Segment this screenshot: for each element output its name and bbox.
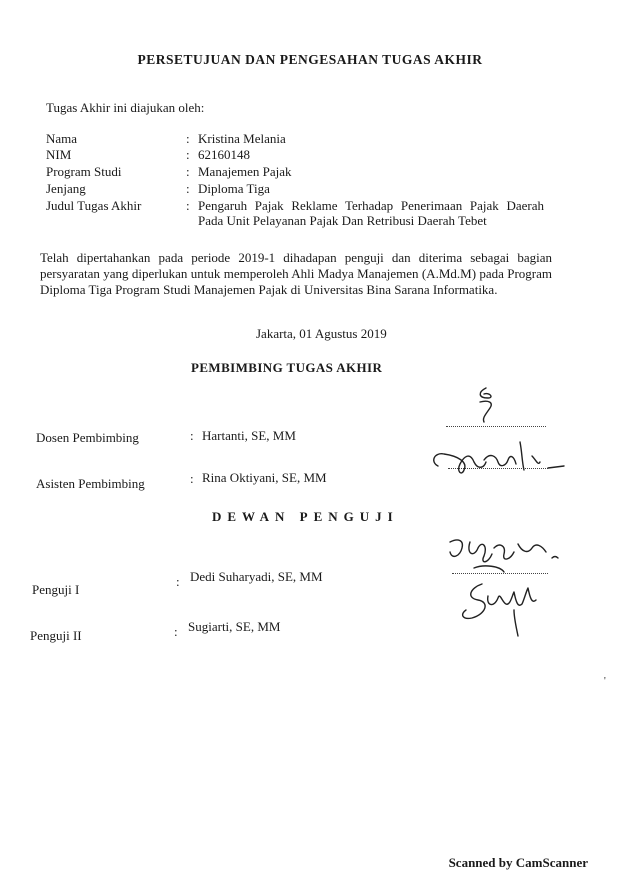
penguji-1-colon: : [176, 574, 180, 589]
field-value: Diploma Tiga [198, 181, 270, 196]
dosen-pembimbing-label: Dosen Pembimbing [36, 430, 139, 445]
field-label: Judul Tugas Akhir [46, 198, 142, 213]
signature-penguji-1 [444, 534, 564, 578]
field-label: NIM [46, 147, 72, 162]
pembimbing-heading: PEMBIMBING TUGAS AKHIR [191, 360, 383, 375]
page-title: PERSETUJUAN DAN PENGESAHAN TUGAS AKHIR [137, 52, 483, 67]
field-label: Nama [46, 131, 78, 146]
field-value: Pengaruh Pajak Reklame Terhadap Penerimaan Pajak Daerah Pada Unit Pelayanan Pajak Dan Retribusi Daerah Tebet [198, 198, 544, 228]
asisten-pembimbing-label: Asisten Pembimbing [36, 476, 145, 491]
field-value: 62160148 [198, 147, 250, 162]
signature-line [446, 426, 546, 427]
field-colon: : [186, 147, 190, 162]
field-colon: : [186, 198, 190, 213]
dosen-pembimbing-name: Hartanti, SE, MM [202, 428, 296, 443]
field-colon: : [186, 131, 190, 146]
signature-dosen-pembimbing [468, 384, 508, 424]
intro-text: Tugas Akhir ini diajukan oleh: [46, 100, 205, 115]
penguji-2-colon: : [174, 624, 178, 639]
dosen-pembimbing-colon: : [190, 428, 194, 443]
field-value: Manajemen Pajak [198, 164, 292, 179]
asisten-pembimbing-colon: : [190, 471, 194, 486]
field-value: Kristina Melania [198, 131, 286, 146]
penguji-2-name: Sugiarti, SE, MM [188, 619, 281, 634]
scanner-watermark: Scanned by CamScanner [448, 855, 588, 870]
signature-asisten-pembimbing [428, 432, 568, 482]
field-label: Program Studi [46, 164, 122, 179]
penguji-1-label: Penguji I [32, 582, 80, 597]
signature-penguji-2 [452, 574, 552, 640]
field-label: Jenjang [46, 181, 86, 196]
field-colon: : [186, 164, 190, 179]
penguji-1-name: Dedi Suharyadi, SE, MM [190, 569, 323, 584]
asisten-pembimbing-name: Rina Oktiyani, SE, MM [202, 470, 327, 485]
statement-paragraph: Telah dipertahankan pada periode 2019-1 dihadapan penguji dan diterima sebagai bagian persyaratan yang diperlukan untuk memperoleh Ahli Madya Manajemen (A.Md.M) pada Program Diploma Tiga Program Studi Manajemen Pajak di Universitas Bina Sarana Informatika. [40, 250, 552, 297]
place-date: Jakarta, 01 Agustus 2019 [256, 326, 387, 341]
field-colon: : [186, 181, 190, 196]
scan-artifact: ' [604, 676, 606, 687]
penguji-heading: DEWAN PENGUJI [212, 509, 399, 524]
penguji-2-label: Penguji II [30, 628, 82, 643]
